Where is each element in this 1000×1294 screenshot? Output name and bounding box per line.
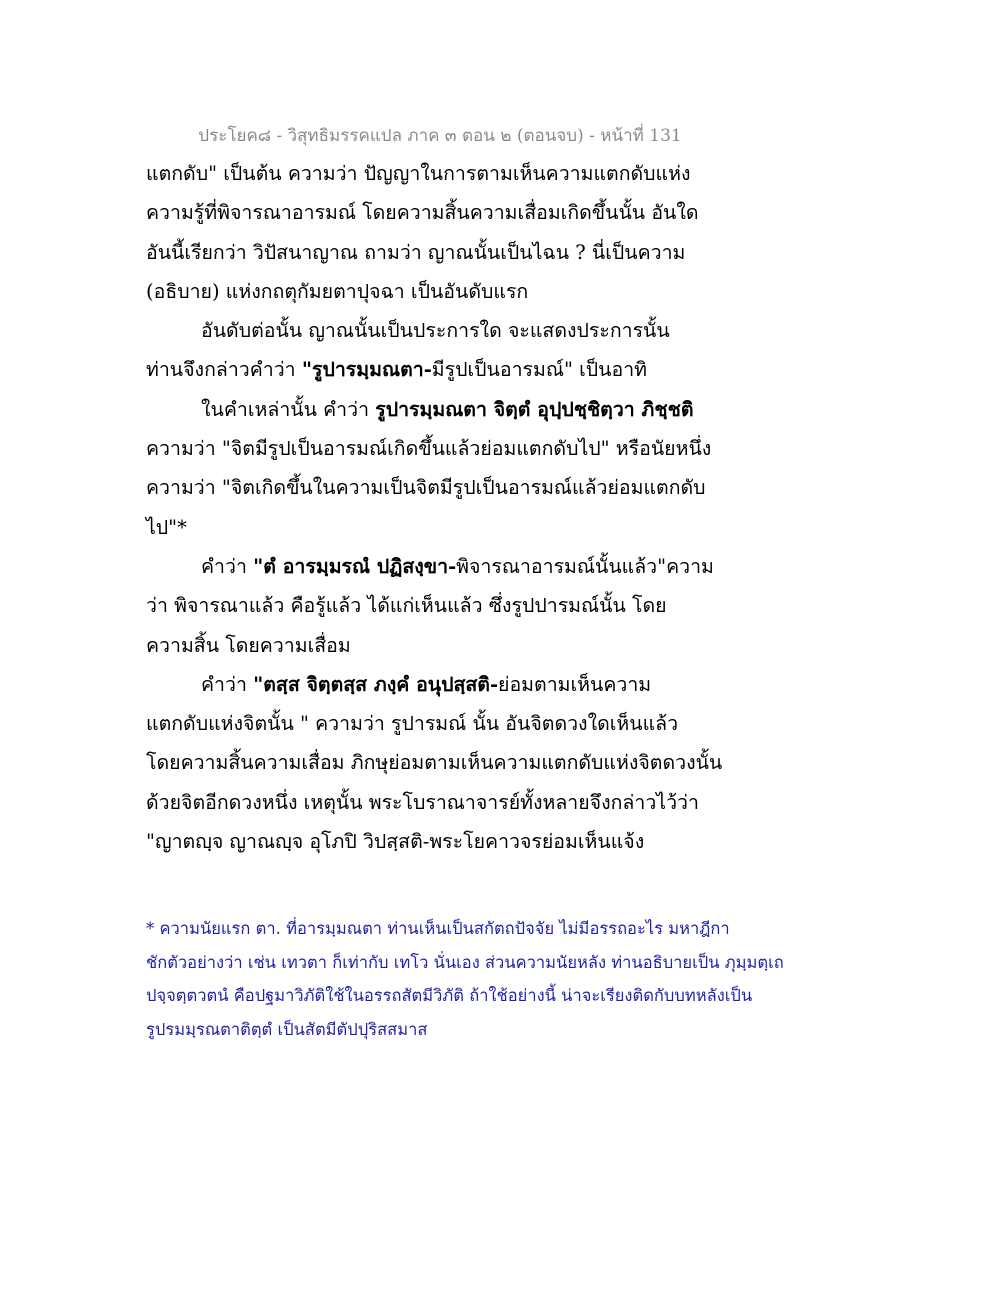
footnote-line: รูปรมมฺรณตาติตฺตํ เป็นสัตมีตัปปุริสสมาส [146,1019,428,1039]
text-line [146,547,726,586]
footnote-line: ชักตัวอย่างว่า เช่น เทวตา ก็เท่ากับ เทโว นั่นเอง ส่วนความนัยหลัง ท่านอธิบายเป็น ภุมฺมตฺเถ [146,952,784,972]
text-run: คำว่า [201,672,254,696]
text-line: อันนี้เรียกว่า วิปัสนาญาณ ถามว่า ญาณนั้นเป็นไฉน ? นี่เป็นความ [146,240,686,264]
text-run: มีรูปเป็นอารมณ์" เป็นอาทิ [431,358,648,382]
pali-term: รูปารมฺมณตา จิตฺตํ อุปฺปชฺชิตฺวา ภิชฺชติ [375,397,694,421]
text-line: (อธิบาย) แห่งกถตุกัมยตาปุจฉา เป็นอันดับแรก [146,279,529,303]
footnote [146,912,846,1046]
text-line: ความว่า "จิตเกิดขึ้นในความเป็นจิตมีรูปเป็นอารมณ์แล้วย่อมแตกดับ [146,476,706,500]
text-run: ในคำเหล่านั้น คำว่า [201,397,376,421]
footnote-line: ปจฺจตฺตวตนํ คือปฐมาวิภัติใช้ในอรรถสัตมีวิภัติ ถ้าใช้อย่างนี้ น่าจะเรียงติดกับบทหลังเป็น [146,986,753,1005]
footnote-line: * ความนัยแรก ตา. ที่อารมฺมณตา ท่านเห็นเป็นสกัตถปัจจัย ไม่มีอรรถอะไร มหาฎีกา [146,919,730,938]
text-line: แตกดับแห่งจิตนั้น " ความว่า รูปารมณ์ นั้น อันจิตดวงใดเห็นแล้ว [146,712,679,736]
text-line: ด้วยจิตอีกดวงหนึ่ง เหตุนั้น พระโบราณาจารย์ทั้งหลายจึงกล่าวไว้ว่า [146,790,699,814]
text-line: อันดับต่อนั้น ญาณนั้นเป็นประการใด จะแสดงประการนั้น [201,319,670,343]
text-line: โดยความสิ้นความเสื่อม ภิกษุย่อมตามเห็นความแตกดับแห่งจิตดวงนั้น [146,751,723,775]
text-line: ความว่า "จิตมีรูปเป็นอารมณ์เกิดขึ้นแล้วย่อมแตกดับไป" หรือนัยหนึ่ง [146,437,712,461]
text-run: พิจารณาอารมณ์นั้นแล้ว"ความ [456,554,714,578]
text-line: ว่า พิจารณาแล้ว คือรู้แล้ว ได้แก่เห็นแล้ว ซึ่งรูปปารมณ์นั้น โดย [146,594,667,618]
text-line: ไป"* [146,515,187,539]
text-line: ความรู้ที่พิจารณาอารมณ์ โดยความสิ้นความเสื่อมเกิดขึ้นนั้น อันใด [146,201,699,225]
body-text [146,154,726,861]
text-line: ความสิ้น โดยความเสื่อม [146,633,351,657]
page-header: ประโยค๘ - วิสุทธิมรรคแปล ภาค ๓ ตอน ๒ (ตอนจบ) - หน้าที่ 131 [198,126,682,146]
pali-term: "ตสฺส จิตฺตสฺส ภงฺคํ อนุปสฺสติ- [253,672,499,696]
text-line [146,350,726,389]
text-run: ย่อมตามเห็นความ [498,672,652,696]
pali-term: "ตํ อารมฺมรณํ ปฏิสงฺขา- [253,554,457,578]
text-run: คำว่า [201,554,254,578]
pali-term: "รูปารมฺมณตา- [301,358,432,382]
text-line [146,390,726,429]
text-run: ท่านจึงกล่าวคำว่า [146,358,302,382]
text-line [146,665,726,704]
text-line: แตกดับ" เป็นต้น ความว่า ปัญญาในการตามเห็นความแตกดับแห่ง [146,162,691,185]
text-line: "ญาตญฺจ ญาณญฺจ อุโภปิ วิปสฺสติ-พระโยคาวจรย่อมเห็นแจ้ง [146,830,645,854]
